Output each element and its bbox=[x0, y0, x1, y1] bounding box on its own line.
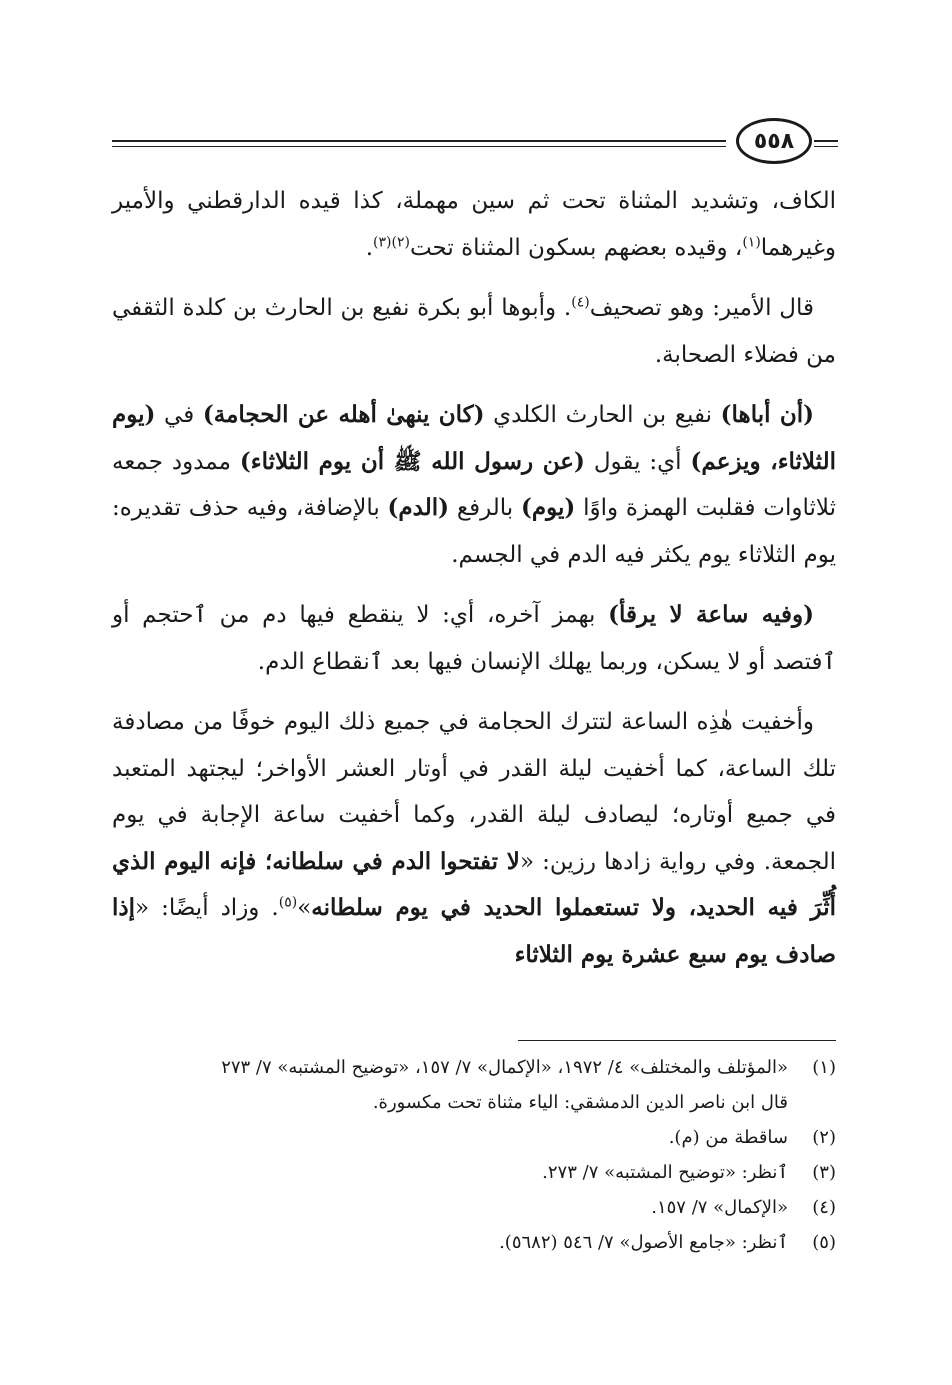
footnote-number: (٣) bbox=[812, 1162, 836, 1183]
page-number: ٥٥٨ bbox=[736, 118, 812, 164]
hadith-quote: (يوم) bbox=[520, 494, 576, 521]
paragraph-1 bbox=[112, 178, 836, 271]
footnote-ref[interactable]: (١) bbox=[742, 233, 761, 250]
hadith-quote: إذا صادف يوم سبع عشرة يوم الثلاثاء bbox=[112, 894, 836, 968]
header-rule-right-thin bbox=[814, 146, 838, 147]
main-text bbox=[112, 178, 836, 992]
footnote-continuation: قال ابن ناصر الدين الدمشقي: الياء مثناة تحت مكسورة. bbox=[372, 1092, 788, 1113]
text-run: وأخفيت هٰذِه الساعة لتترك الحجامة في جميع ذلك اليوم خوفًا من مصادفة تلك الساعة، كما أخفيت ليلة القدر في أوتار العشر الأواخر؛ ليجتهد المتعبد في جميع أوتاره؛ ليصادف ليلة القدر، وكما أخفيت ساعة الإجابة في يوم الجمعة. وفي رواية زادها رزين: « bbox=[112, 709, 836, 875]
footnote-number: (٢) bbox=[812, 1127, 836, 1148]
footnote-ref[interactable]: (٥) bbox=[278, 894, 298, 911]
hadith-quote: (يوم الثلاثاء، ويزعم) bbox=[112, 401, 836, 475]
paragraph-4 bbox=[112, 592, 836, 685]
text-run: بهمز آخره، أي: لا ينقطع فيها دم من ٱحتجم أو ٱفتصد أو لا يسكن، وربما يهلك الإنسان فيها بعد ٱنقطاع الدم. bbox=[112, 602, 836, 675]
footnote-text: ساقطة من (م). bbox=[668, 1127, 788, 1148]
text-run: ممدود جمعه ثلاثاوات فقلبت الهمزة واوًا bbox=[112, 448, 836, 521]
paragraph-2 bbox=[112, 285, 836, 378]
hadith-quote: (وفيه ساعة لا يرقأ) bbox=[608, 601, 814, 628]
text-run: ، وقيده بعضهم بسكون المثناة تحت bbox=[409, 234, 743, 261]
page-header bbox=[112, 118, 838, 168]
text-run: نفيع بن الحارث الكلدي bbox=[484, 402, 721, 428]
footnote-text: «المؤتلف والمختلف» ٤/ ١٩٧٢، «الإكمال» ٧/ ١٥٧، «توضيح المشتبه» ٧/ ٢٧٣ bbox=[221, 1057, 788, 1078]
footnotes bbox=[112, 1050, 836, 1260]
hadith-quote: لا تفتحوا الدم في سلطانه؛ فإنه اليوم الذي أُثِّرَ فيه الحديد، ولا تستعملوا الحديد في يوم سلطانه bbox=[112, 847, 837, 921]
text-run: قال الأمير: وهو تصحيف bbox=[589, 295, 814, 321]
hadith-quote: (عن رسول الله ﷺ أن يوم الثلاثاء) bbox=[239, 447, 585, 475]
footnote-ref[interactable]: (٢)(٣) bbox=[373, 233, 410, 250]
text-run: » bbox=[297, 895, 312, 921]
footnote-text: «الإكمال» ٧/ ١٥٧. bbox=[651, 1197, 788, 1218]
text-run: . وزاد أيضًا: « bbox=[135, 895, 279, 921]
text-run: . bbox=[365, 234, 374, 261]
header-rule-thin bbox=[112, 146, 726, 147]
header-rule-right-thick bbox=[814, 140, 838, 142]
text-run: الكاف، وتشديد المثناة تحت ثم سين مهملة، كذا قيده الدارقطني والأمير وغيرهما bbox=[112, 188, 836, 261]
footnote-text: ٱنظر: «جامع الأصول» ٧/ ٥٤٦ (٥٦٨٢). bbox=[499, 1232, 788, 1253]
footnote-text: ٱنظر: «توضيح المشتبه» ٧/ ٢٧٣. bbox=[542, 1162, 788, 1183]
hadith-quote: (الدم) bbox=[387, 494, 450, 521]
footnote-item bbox=[112, 1120, 836, 1155]
text-run: بالرفع bbox=[449, 495, 521, 521]
paragraph-5 bbox=[112, 699, 836, 978]
hadith-quote: (كان ينهىٰ أهله عن الحجامة) bbox=[202, 401, 485, 428]
footnote-ref[interactable]: (٤) bbox=[571, 294, 590, 311]
hadith-quote: (أن أباها) bbox=[720, 401, 815, 428]
text-run: . وأبوها أبو بكرة نفيع بن الحارث بن كلدة الثقفي من فضلاء الصحابة. bbox=[112, 295, 836, 368]
text-run: بالإضافة، وفيه حذف تقديره: يوم الثلاثاء يوم يكثر فيه الدم في الجسم. bbox=[112, 495, 836, 568]
footnote-number: (٤) bbox=[812, 1197, 836, 1218]
footnote-item bbox=[112, 1225, 836, 1260]
footnote-item bbox=[112, 1050, 836, 1120]
text-run: أي: يقول bbox=[584, 448, 691, 475]
paragraph-3 bbox=[112, 392, 836, 578]
footnote-body bbox=[112, 1050, 788, 1120]
footnote-number: (١) bbox=[812, 1057, 836, 1078]
footnote-number: (٥) bbox=[812, 1232, 836, 1253]
text-run: في bbox=[155, 402, 203, 428]
footnote-item bbox=[112, 1190, 836, 1225]
footnote-separator bbox=[518, 1040, 836, 1041]
header-rule-thick bbox=[112, 140, 726, 142]
footnote-item bbox=[112, 1155, 836, 1190]
